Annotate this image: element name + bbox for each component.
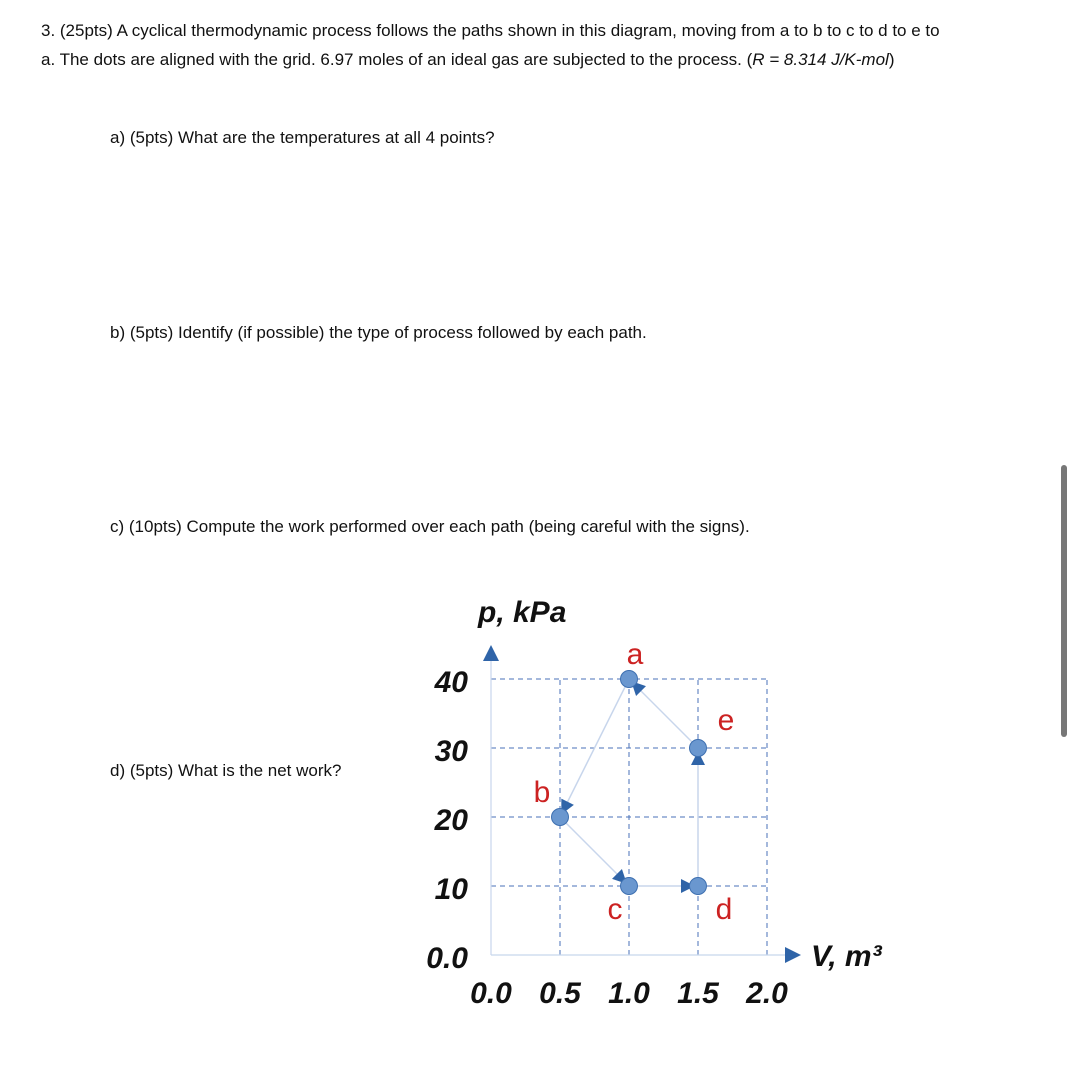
gas-constant: R = 8.314 J/K-mol	[752, 50, 889, 69]
state-point-b	[552, 809, 569, 826]
scrollbar[interactable]	[1061, 465, 1067, 737]
y-axis-label: p, kPa	[478, 596, 567, 629]
x-axis-arrow-icon	[785, 947, 801, 963]
question-close: )	[888, 50, 895, 69]
y-tick-label: 30	[434, 735, 468, 768]
state-point-a	[621, 671, 638, 688]
part-c: c) (10pts) Compute the work performed over each path (being careful with the signs).	[110, 517, 750, 536]
y-tick-label: 10	[434, 873, 468, 906]
question-body: 3. (25pts) A cyclical thermodynamic process follows the paths shown in this diagram, moving from a to b to c to d to e to a. The dots are aligned with the grid. 6.97 moles of an ideal gas are subjected to the process. (	[41, 21, 940, 69]
part-a: a) (5pts) What are the temperatures at all 4 points?	[110, 128, 495, 147]
point-label-b: b	[533, 776, 551, 809]
y-tick-label: 40	[434, 666, 468, 699]
state-point-d	[690, 878, 707, 895]
x-axis-label: V, m³	[811, 940, 882, 973]
part-b: b) (5pts) Identify (if possible) the type of process followed by each path.	[110, 323, 647, 342]
state-point-e	[690, 740, 707, 757]
part-d: d) (5pts) What is the net work?	[110, 761, 342, 780]
point-label-c: c	[607, 893, 623, 926]
state-point-c	[621, 878, 638, 895]
x-tick-label: 1.5	[677, 977, 719, 1010]
x-tick-label: 0.0	[470, 977, 512, 1010]
y-tick-label: 0.0	[426, 942, 468, 975]
point-label-a: a	[626, 638, 644, 671]
y-tick-label: 20	[434, 804, 468, 837]
x-tick-label: 2.0	[746, 977, 788, 1010]
x-tick-label: 0.5	[539, 977, 581, 1010]
x-tick-label: 1.0	[608, 977, 650, 1010]
point-label-e: e	[717, 704, 735, 737]
point-label-d: d	[715, 893, 733, 926]
y-axis-arrow-icon	[483, 645, 499, 661]
